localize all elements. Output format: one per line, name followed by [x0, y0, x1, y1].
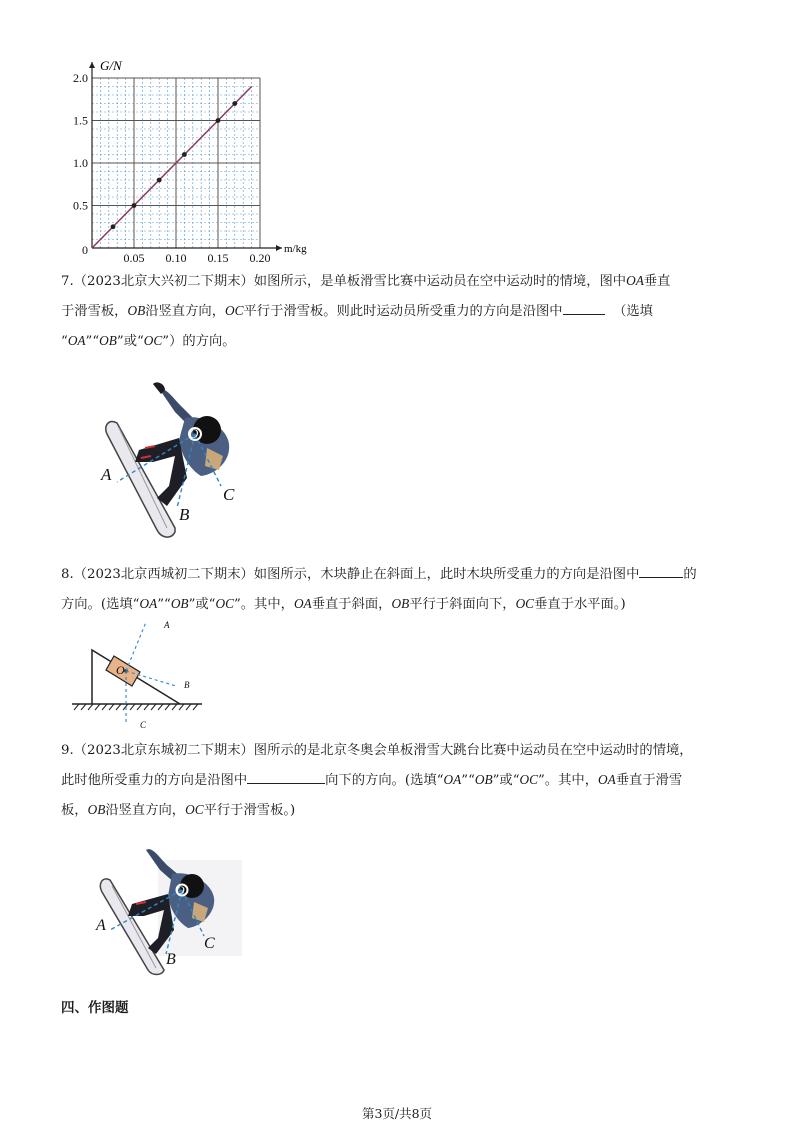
x-tick-label: 0.15	[207, 251, 229, 265]
question-7-number: 7.（2023北京大兴初二下期末）	[61, 274, 254, 289]
q8-option-oa: OA	[139, 596, 158, 611]
question-9	[61, 736, 741, 825]
fig8-label-a: A	[164, 620, 170, 630]
question-7	[61, 266, 731, 356]
q7-option-oc: OC	[143, 333, 163, 348]
q7-label-ob: OB	[127, 303, 146, 318]
fig8-label-b: B	[184, 680, 190, 690]
q8-text: 平行于斜面向下，	[409, 597, 516, 612]
fig7-label-a: A	[101, 465, 112, 484]
q7-text: ”）的方向。	[162, 334, 236, 349]
q9-option-oc: OC	[519, 772, 538, 787]
q7-option-oa: OA	[67, 333, 86, 348]
q9-label-ob: OB	[87, 802, 106, 817]
y-tick-label: 0.5	[73, 198, 88, 213]
fig9-label-a: A	[96, 917, 106, 934]
data-point	[182, 152, 187, 157]
q9-label-oa: OA	[598, 772, 616, 787]
q7-answer-blank[interactable]	[563, 299, 605, 315]
question-8	[61, 560, 731, 619]
fit-line	[92, 87, 252, 249]
q8-text: 方向。(选填“	[61, 597, 140, 612]
q9-text: ”“	[461, 773, 475, 788]
question-8-text	[61, 560, 731, 619]
x-tick-label: 0.20	[249, 251, 271, 265]
ground-hatching	[74, 704, 198, 710]
q9-text: 沿竖直方向，	[105, 803, 186, 818]
fig7-label-c: C	[223, 485, 235, 504]
q9-text: 向下的方向。(选填“	[325, 773, 444, 788]
fig9-label-o: O	[176, 883, 185, 897]
q7-text: 垂直	[643, 274, 671, 289]
q9-option-oa: OA	[443, 772, 462, 787]
q9-label-oc: OC	[185, 802, 204, 817]
data-point	[132, 203, 137, 208]
q8-label-ob: OB	[391, 596, 410, 611]
q9-text: 图所示的是北京冬奥会单板滑雪大跳台比赛中运动员在空中运动时的情境，	[253, 743, 693, 758]
fig8-label-c: C	[140, 720, 147, 730]
snowboarder-figure-7	[95, 378, 255, 543]
data-point	[216, 118, 221, 123]
q8-text: 如图所示，木块静止在斜面上，此时木块所受重力的方向是沿图中	[253, 567, 640, 582]
data-point	[157, 178, 162, 183]
q7-text: 于滑雪板，	[61, 304, 128, 319]
fig9-label-b: B	[166, 951, 176, 968]
q7-text: 如图所示，是单板滑雪比赛中运动员在空中运动时的情境，图中	[253, 274, 627, 289]
line-oa	[126, 622, 146, 671]
q9-text: 垂直于滑雪	[615, 773, 683, 788]
q8-label-oa: OA	[293, 596, 312, 611]
x-axis-arrow	[276, 245, 282, 251]
q7-label-oa: OA	[626, 273, 644, 288]
fig9-label-c: C	[204, 935, 215, 952]
q8-text: ”。其中，	[233, 597, 294, 612]
g-m-chart	[60, 54, 307, 265]
q9-answer-blank[interactable]	[247, 768, 325, 784]
q9-text: ”或“	[492, 773, 520, 788]
question-9-number: 9.（2023北京东城初二下期末）	[61, 743, 254, 758]
question-9-text	[61, 736, 741, 825]
x-axis-label: m/kg	[284, 243, 307, 255]
y-tick-label: 0	[82, 243, 88, 257]
fig7-label-b: B	[179, 505, 190, 524]
y-tick-label: 1.0	[73, 156, 88, 170]
q8-text: 垂直于斜面，	[311, 597, 392, 612]
incline-figure-8	[70, 614, 210, 732]
q7-text: ”或“	[116, 334, 144, 349]
y-tick-label: 2.0	[73, 71, 88, 85]
section-4-heading: 四、作图题	[61, 1000, 129, 1016]
q9-text: 板，	[61, 803, 88, 818]
q7-text: “	[61, 334, 68, 349]
q7-text: 平行于滑雪板。则此时运动员所受重力的方向是沿图中	[243, 304, 563, 319]
y-tick-label: 1.5	[73, 113, 88, 128]
page-number: 第3页/共8页	[361, 1106, 433, 1121]
snowboarder-figure-9	[88, 842, 248, 982]
q9-text: 平行于滑雪板。)	[203, 803, 296, 818]
q8-text: 垂直于水平面。)	[534, 597, 626, 612]
q9-text: 此时他所受重力的方向是沿图中	[61, 773, 248, 788]
q7-text: （选填	[613, 304, 653, 319]
q9-text: ”。其中，	[538, 773, 598, 788]
data-point	[232, 101, 237, 106]
x-tick-label: 0.05	[123, 251, 145, 265]
snowboard	[106, 421, 175, 537]
q7-text: 沿竖直方向，	[145, 304, 225, 319]
q8-option-ob: OB	[170, 596, 189, 611]
snowboard	[100, 879, 164, 975]
q8-text: ”“	[157, 597, 171, 612]
q8-option-oc: OC	[215, 596, 234, 611]
q8-text: 的	[683, 567, 697, 582]
y-axis-arrow	[89, 62, 95, 68]
y-axis-label: G/N	[100, 58, 122, 73]
q7-text: ”“	[85, 334, 100, 349]
q8-answer-blank[interactable]	[639, 562, 683, 578]
q8-label-oc: OC	[515, 596, 535, 611]
q9-option-ob: OB	[474, 772, 493, 787]
data-point	[111, 224, 116, 229]
x-tick-label: 0.10	[165, 251, 187, 265]
q8-text: ”或“	[188, 597, 216, 612]
question-8-number: 8.（2023北京西城初二下期末）	[61, 567, 254, 582]
fig7-label-o: O	[189, 426, 199, 441]
fig8-label-o: O	[116, 663, 125, 677]
q7-label-oc: OC	[225, 303, 244, 318]
q7-option-ob: OB	[99, 333, 117, 348]
question-7-line-1	[61, 266, 731, 356]
